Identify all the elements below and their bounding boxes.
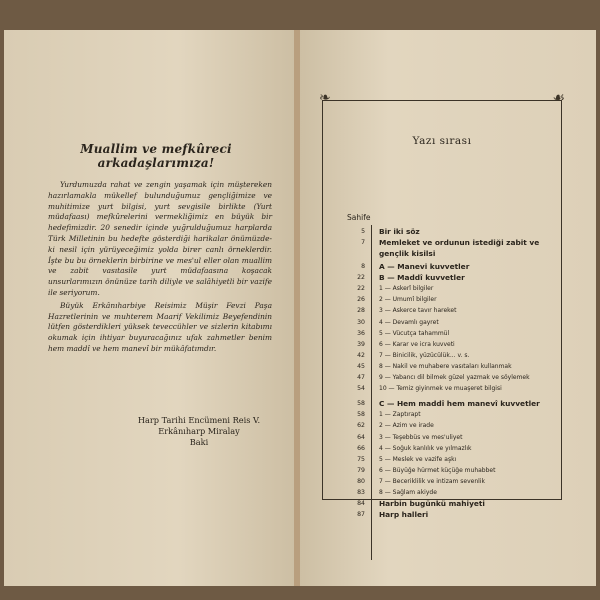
entry-title: 7 — Binicilik, yüzücülük... v. s. <box>379 351 470 359</box>
contents-entry <box>323 294 561 305</box>
entry-page-number: 66 <box>357 444 365 452</box>
contents-frame <box>319 90 565 520</box>
contents-entry <box>323 305 561 316</box>
entry-page-number: 5 <box>361 228 365 235</box>
entry-title: 6 — Büyüğe hürmet küçüğe muhabbet <box>379 466 496 474</box>
right-page <box>300 30 596 586</box>
corner-ornament-icon: ❧ <box>319 90 331 106</box>
contents-entry <box>323 498 561 509</box>
entry-title: 4 — Soğuk kanlılık ve yılmazlık <box>379 444 472 452</box>
entry-page-number: 36 <box>357 329 365 337</box>
page-column-label: Sahife <box>347 213 371 222</box>
entry-page-number: 45 <box>357 362 365 370</box>
contents-entry <box>323 272 561 283</box>
contents-entry <box>323 487 561 498</box>
book-spread <box>4 30 596 586</box>
entry-title: Harp halleri <box>379 510 429 520</box>
contents-entry <box>323 237 561 261</box>
contents-title: Yazı sırası <box>412 135 472 147</box>
entry-page-number: 54 <box>357 385 365 393</box>
entry-title: 1 — Askerî bilgiler <box>379 285 434 293</box>
contents-entry <box>323 383 561 394</box>
entry-page-number: 58 <box>357 400 365 408</box>
contents-entry <box>323 443 561 454</box>
contents-entry <box>323 509 561 520</box>
corner-ornament-icon: ☙ <box>552 90 565 106</box>
entry-title: 1 — Zaptırapt <box>379 411 421 419</box>
entry-page-number: 28 <box>357 307 365 315</box>
contents-entry <box>323 261 561 272</box>
entry-title: Bir iki söz <box>379 227 420 236</box>
entry-page-number: 75 <box>357 455 365 463</box>
entry-title: A — Manevi kuvvetler <box>379 262 470 272</box>
entry-title: 6 — Karar ve icra kuvveti <box>379 340 455 348</box>
signature-line: Erkânıharp Miralay <box>158 426 240 436</box>
contents-entry <box>323 372 561 383</box>
entry-title: 5 — Meslek ve vazife aşkı <box>379 455 457 463</box>
entry-page-number: 22 <box>357 274 365 282</box>
entry-title: 9 — Yabancı dil bilmek güzel yazmak ve söylemek <box>379 374 530 382</box>
contents-entry <box>323 350 561 361</box>
entry-title: C — Hem maddî hem manevî kuvvetler <box>379 399 540 409</box>
entry-title: 3 — Teşebbüs ve mes'uliyet <box>379 433 463 441</box>
entry-title: 2 — Umumî bilgiler <box>379 296 437 304</box>
entry-title: B — Maddî kuvvetler <box>379 273 465 283</box>
entry-page-number: 26 <box>357 296 365 304</box>
contents-list <box>323 226 561 520</box>
foreword-paragraph: Büyük Erkânıharbiye Reisimiz Müşir Fevzi Paşa Hazretlerinin ve muhterem Maarif Vekilimiz Beyefendinin lütfen gösterdikleri yüksek teveccühler ve sizlerin kitabımı okumak için ihtiyar buyuracağınız ufak zahmetler benim hem maddî ve hem manevî bir mükâfatımdır. <box>48 300 272 353</box>
entry-page-number: 79 <box>357 466 365 474</box>
entry-title: 8 — Nakil ve muhabere vasıtaları kullanmak <box>379 362 512 370</box>
entry-page-number: 84 <box>357 500 365 508</box>
entry-page-number: 30 <box>357 318 365 326</box>
entry-title: 5 — Vücutça tahammül <box>379 329 450 337</box>
entry-page-number: 22 <box>357 285 365 293</box>
contents-entry <box>323 328 561 339</box>
contents-entry <box>323 317 561 328</box>
entry-page-number: 83 <box>357 488 365 496</box>
entry-title: 3 — Askerce tavır hareket <box>379 307 457 315</box>
contents-entry <box>323 476 561 487</box>
entry-page-number: 64 <box>357 433 365 441</box>
left-page <box>4 30 294 586</box>
page-heading: Muallim ve mefkûreci arkadaşlarımıza! <box>80 142 232 170</box>
entry-page-number: 80 <box>357 477 365 485</box>
entry-title: 8 — Sağlam akiyde <box>379 488 437 496</box>
contents-entry <box>323 409 561 420</box>
contents-entry <box>323 454 561 465</box>
entry-title: 2 — Azim ve irade <box>379 422 434 430</box>
entry-page-number: 62 <box>357 422 365 430</box>
entry-page-number: 87 <box>357 511 365 519</box>
contents-entry <box>323 226 561 237</box>
entry-title: Memleket ve ordunun istediği zabit ve gençlik kisilsi <box>379 238 540 259</box>
foreword-paragraph: Yurdumuzda rahat ve zengin yaşamak için müştereken hazırlamakla mükellef bulunduğumuz gençliğimize ve muhitimize yurt bilgisi, yurt sevgisile birlikte (Yurt müdafaası) mefkûrelerini vermekliğimiz en büyük bir hedefimizdir. 20 senedir içinde yuğrulduğumuz harplarda Türk Milletinin bu hedefte gösterdiği harikalar önümüzde-ki nesil için yürüyeceğimiz yolda birer canlı örneklerdir. İşte bu bu örneklerin birbirine ve mes'ul eller olan muallim ve zabit vasıtasile yurt müdafaasına koşacak unsurlarımızın önünüze tarih diliyle ve salâhiyetli bir vazife ile seriyorum. <box>48 180 272 297</box>
entry-page-number: 7 <box>361 239 365 247</box>
entry-page-number: 42 <box>357 351 365 359</box>
contents-entry <box>323 420 561 431</box>
entry-page-number: 39 <box>357 340 365 348</box>
entry-title: 10 — Temiz giyinmek ve muaşeret bilgisi <box>379 385 502 393</box>
entry-title: Harbin bugünkü mahiyeti <box>379 499 485 509</box>
entry-page-number: 58 <box>357 411 365 419</box>
contents-entry <box>323 465 561 476</box>
foreword-body <box>48 180 272 357</box>
signature-line: Harp Tarihi Encümeni Reis V. <box>137 415 261 425</box>
entry-page-number: 47 <box>357 374 365 382</box>
contents-entry <box>323 283 561 294</box>
signature-line: Baki <box>189 437 209 447</box>
entry-page-number: 8 <box>361 263 365 271</box>
contents-entry <box>323 432 561 443</box>
signature-block <box>124 415 274 448</box>
entry-title: 7 — Beceriklilik ve intizam sevenlik <box>379 477 485 485</box>
contents-entry <box>323 398 561 409</box>
entry-title: 4 — Devamlı gayret <box>379 318 439 326</box>
contents-entry <box>323 361 561 372</box>
contents-entry <box>323 339 561 350</box>
